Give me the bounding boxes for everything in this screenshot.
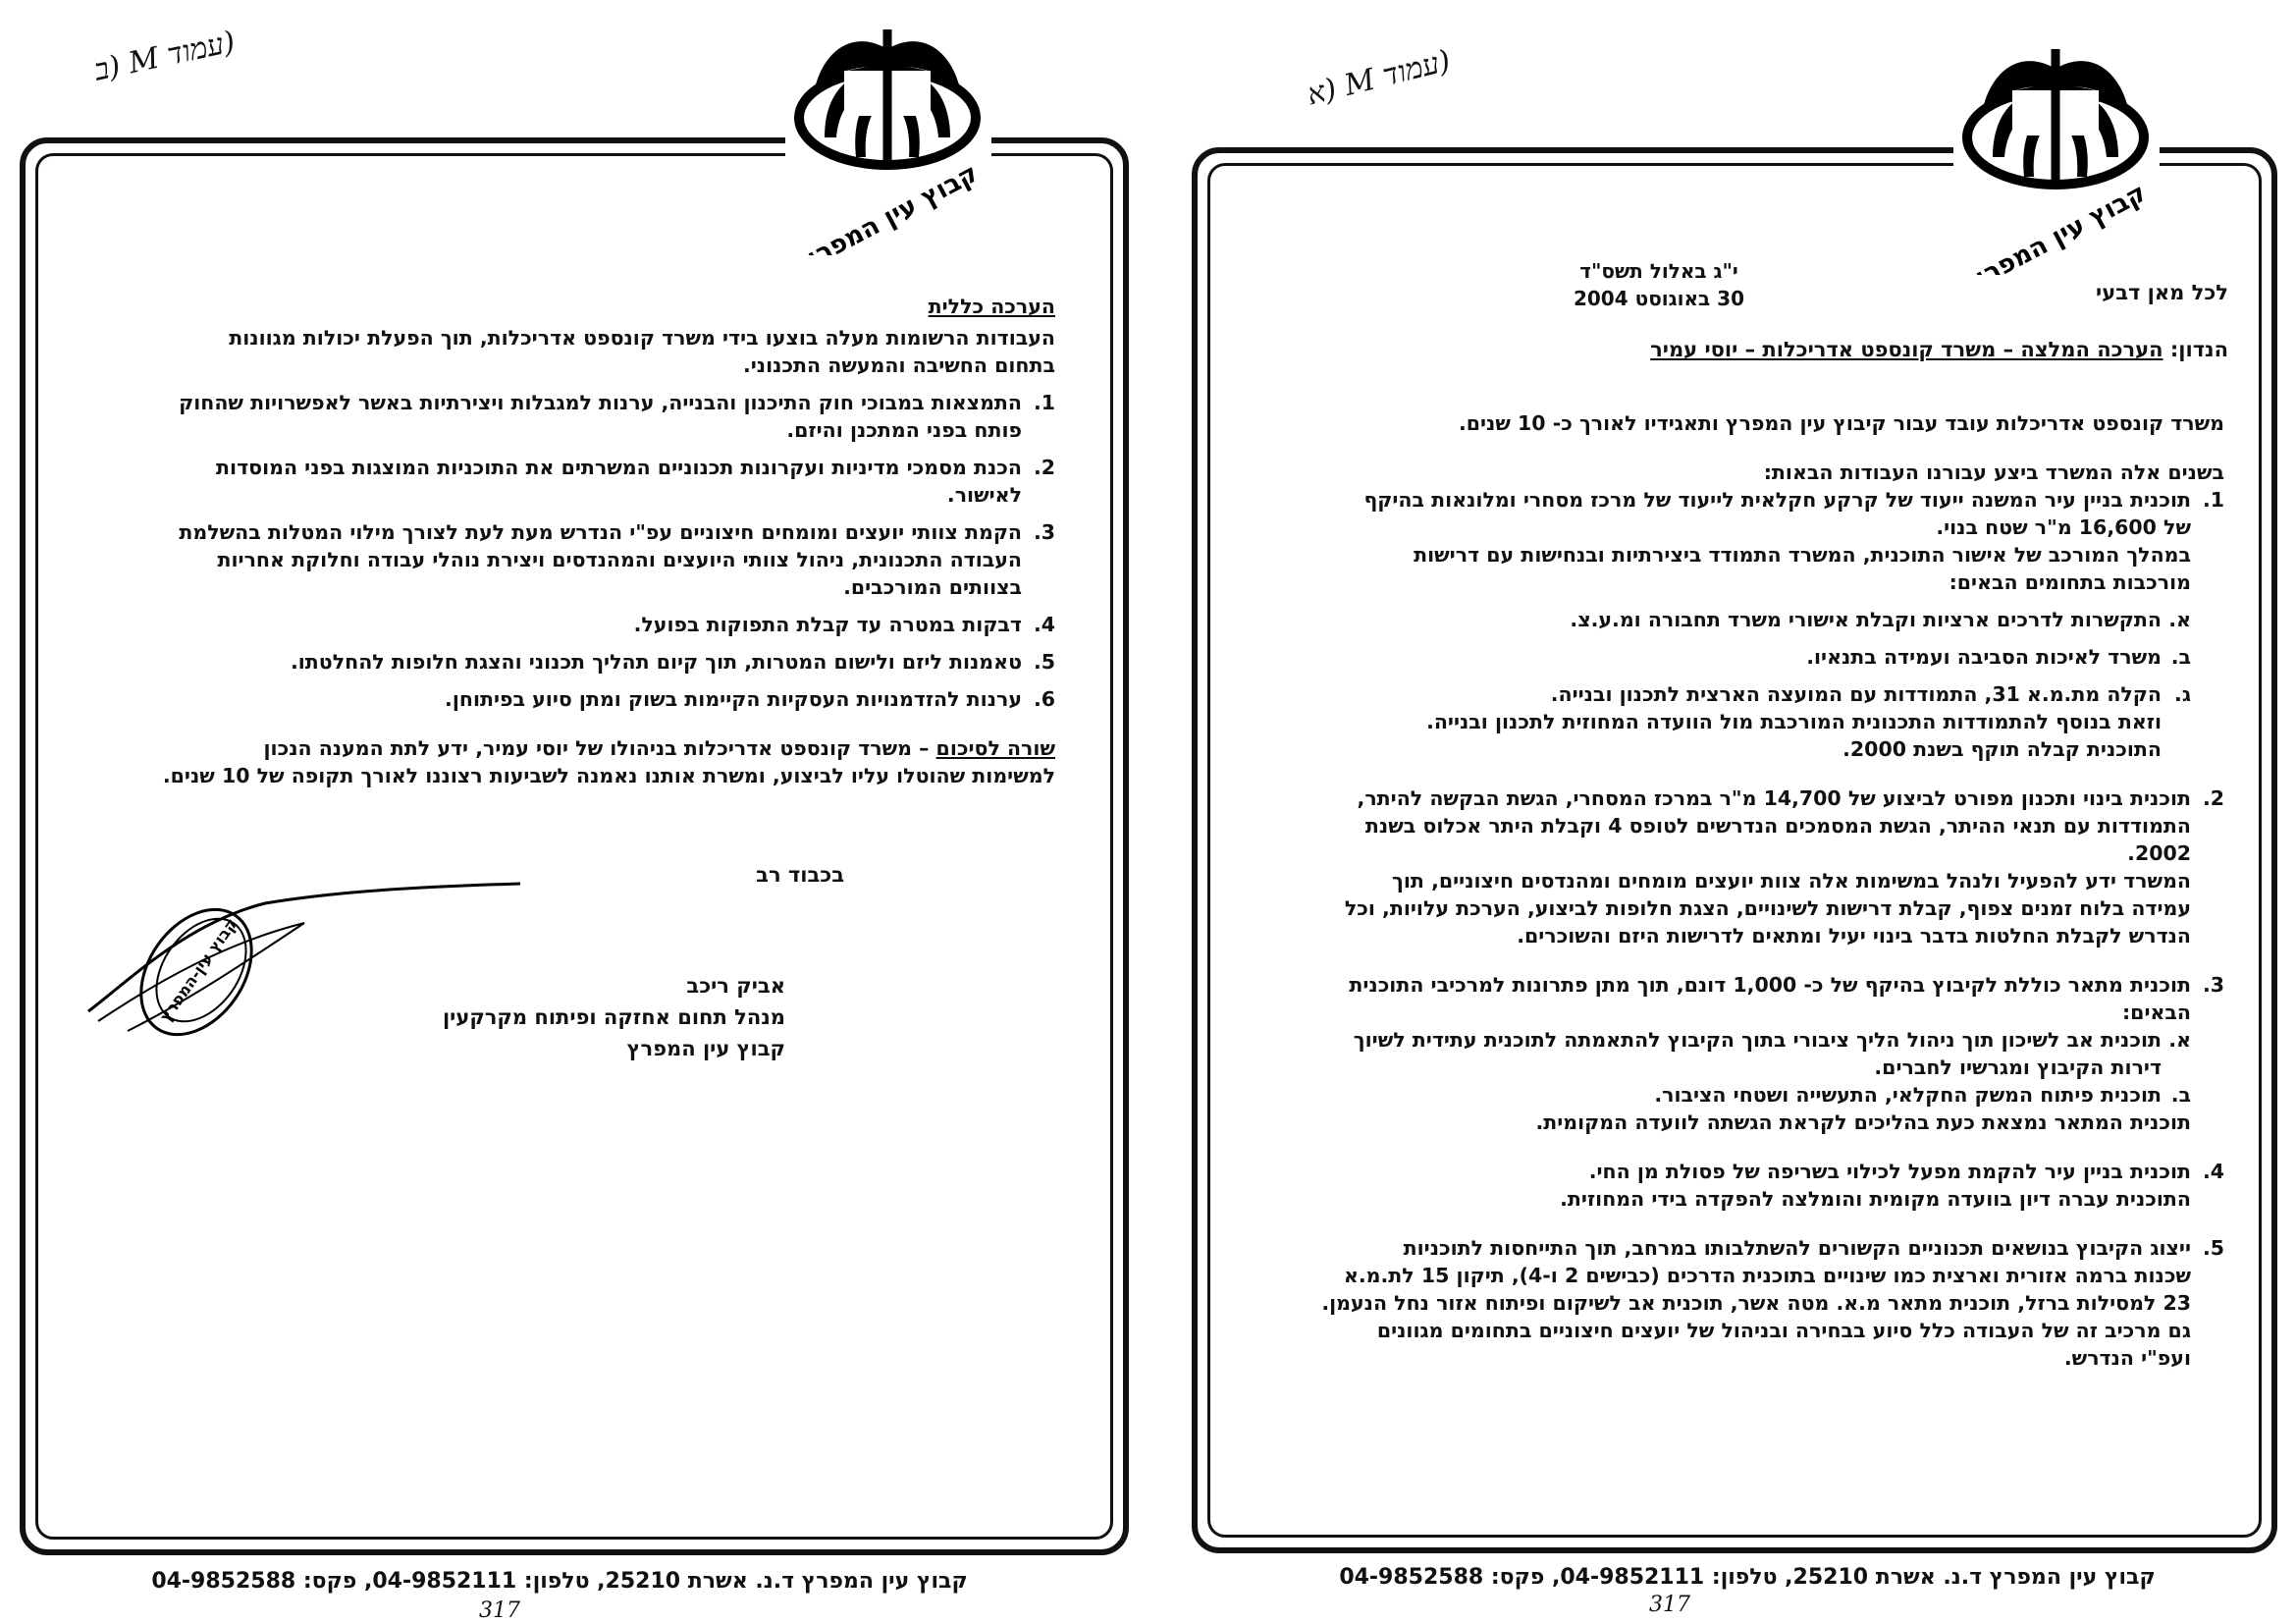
- date-hebrew: י"ג באלול תשס"ד: [1579, 259, 1738, 283]
- list-item: [1276, 486, 2224, 541]
- item-line: מורכבות בתחומים הבאים:: [1949, 570, 2191, 594]
- letter-date: [1522, 257, 1796, 312]
- item-number: 5.: [1033, 650, 1055, 674]
- item-line: של 16,600 מ"ר שטח בנוי.: [1936, 515, 2191, 539]
- recipient-line: לכל מאן דבעי: [2096, 281, 2228, 304]
- list-item: [93, 648, 1055, 676]
- signer-title: מנהל תחום אחזקה ופיתוח מקרקעין: [442, 1005, 785, 1029]
- item-number: 3.: [2202, 973, 2224, 997]
- item-line: ייצוג הקיבוץ בנושאים תכנוניים הקשורים להשתלבותו במרחב, תוך התייחסות לתוכניות: [1403, 1236, 2191, 1260]
- item-line: התמצאות במבוכי חוק התיכנון והבנייה, ערנות למגבלות ויצירתיות באשר לאפשרויות שהחוק: [179, 391, 1022, 414]
- item-continuation: [1276, 867, 2191, 949]
- item-line: דירות הקיבוץ ומגרשיו לחברים.: [1874, 1056, 2162, 1079]
- item-number: 5.: [2202, 1236, 2224, 1260]
- letter-page-1: [1148, 0, 2296, 1624]
- item-line: הקמת צוותי יועצים ומומחים חיצוניים עפ"י הנדרש מעת לעת לצורך מילוי המטלות בהשלמת: [179, 520, 1022, 544]
- item-line: תוכנית בניין עיר להקמת מפעל לכילוי בשריפה של פסולת מן החי.: [1588, 1160, 2191, 1183]
- item-line: תוכנית אב לשיכון תוך ניהול הליך ציבורי בתוך הקיבוץ להתאמתה לתוכנית עתידית לשיוך: [1353, 1028, 2162, 1052]
- handwritten-page-number: 317: [1649, 1593, 1690, 1617]
- subject-text: הערכה המלצה – משרד קונספט אדריכלות – יוסי עמיר: [1650, 338, 2163, 361]
- item-line: תוכנית פיתוח המשק החקלאי, התעשייה ושטחי הציבור.: [1654, 1083, 2162, 1107]
- closing-greeting: בכבוד רב: [756, 863, 844, 887]
- subject-label: הנדון:: [2169, 338, 2228, 361]
- summary-line-1: [93, 734, 1055, 762]
- item-line: תוכנית בניין עיר המשנה ייעוד של קרקע חקלאית לייעוד של מרכז מסחרי ומלונאות בהיקף: [1363, 488, 2191, 512]
- item-line: הקלה מת.מ.א 31, התמודדות עם המועצה הארצית לתכנון ובנייה.: [1550, 682, 2162, 706]
- list-item: [93, 518, 1055, 601]
- item-continuation: [1276, 1109, 2191, 1136]
- list-item: [1276, 1158, 2224, 1185]
- palm-tree-logo-icon: [1953, 29, 2160, 275]
- signer-block: [294, 970, 785, 1064]
- item-line: משרד לאיכות הסביבה ועמידה בתנאיו.: [1806, 645, 2162, 669]
- letterhead-footer: קבוץ עין המפרץ ד.נ. אשרת 25210, טלפון: 04-9852111, פקס: 04-9852588: [151, 1569, 968, 1594]
- date-gregorian: 30 באוגוסט 2004: [1573, 287, 1745, 310]
- item-continuation: [1276, 1185, 2191, 1213]
- item-line: התוכנית עברה דיון בוועדה מקומית והומלצה להפקדה בידי המחוזית.: [1560, 1187, 2191, 1211]
- sub-item-letter: ב.: [2170, 1083, 2191, 1107]
- sub-item: [1276, 643, 2191, 671]
- sub-item-letter: ג.: [2174, 682, 2191, 706]
- item-line: 2002.: [2127, 841, 2191, 865]
- item-line: בצוותים המורכבים.: [843, 575, 1022, 599]
- letterhead-footer: קבוץ עין המפרץ ד.נ. אשרת 25210, טלפון: 04-9852111, פקס: 04-9852588: [1339, 1565, 2156, 1590]
- letter-body: [1276, 388, 2224, 1372]
- list-item: [93, 685, 1055, 713]
- palm-tree-logo-icon: [785, 10, 991, 255]
- list-item: [93, 611, 1055, 638]
- item-line: תוכנית מתאר כוללת לקיבוץ בהיקף של כ- 1,000 דונם, תוך מתן פתרונות למרכיבי התוכנית: [1349, 973, 2191, 997]
- item-line: טאמנות ליזם ולישום המטרות, תוך קיום תהליך תכנוני והצגת חלופות להחלטתו.: [290, 650, 1022, 674]
- works-intro: בשנים אלה המשרד ביצע עבורנו העבודות הבאות:: [1763, 460, 2224, 484]
- item-line: התקשרות לדרכים ארציות וקבלת אישורי משרד תחבורה ומ.ע.צ.: [1570, 608, 2162, 631]
- list-item: [93, 389, 1055, 444]
- kibbutz-logo: [1953, 29, 2160, 275]
- item-number: 2.: [2202, 786, 2224, 810]
- handwritten-page-note: (עמוד M (א: [1303, 43, 1455, 113]
- handwritten-page-number: 317: [479, 1598, 520, 1623]
- item-number: 6.: [1033, 687, 1055, 711]
- sub-item: [1276, 606, 2191, 633]
- item-line: עמידה בלוח זמנים צפוף, קבלת דרישות לשינויים, הצגת חלופות לביצוע, הערכת עלויות, וכל: [1344, 896, 2191, 920]
- signer-name: אביק ריכב: [686, 974, 785, 998]
- item-line: הבאים:: [2121, 1001, 2191, 1024]
- item-number: 3.: [1033, 520, 1055, 544]
- logo-caption: קבוץ עין המפרץ: [1963, 178, 2152, 275]
- letter-body: [93, 293, 1055, 789]
- intro-line-1: העבודות הרשומות מעלה בוצעו בידי משרד קונספט אדריכלות, תוך הפעלת יכולות מגוונות: [229, 326, 1055, 350]
- signer-organization: קבוץ עין המפרץ: [626, 1037, 785, 1060]
- item-line: ועפ"י הנדרש.: [2063, 1346, 2191, 1370]
- opening-paragraph: משרד קונספט אדריכלות עובד עבור קיבוץ עין המפרץ ותאגידיו לאורך כ- 10 שנים.: [1458, 411, 2224, 435]
- item-line: הנדרש לקבלת החלטות בדבר בינוי יעיל ומתאים לדרישות היזם והשוכרים.: [1517, 924, 2191, 947]
- item-line: לאישור.: [946, 483, 1022, 507]
- section-heading: הערכה כללית: [928, 295, 1055, 318]
- item-line: תוכנית בינוי ותכנון מפורט לביצוע של 14,700 מ"ר במרכז המסחרי, הגשת הבקשה להיתר,: [1357, 786, 2191, 810]
- item-number: 1.: [1033, 391, 1055, 414]
- summary-text: – משרד קונספט אדריכלות בניהולו של יוסי עמיר, ידע לתת המענה הנכון: [263, 736, 936, 760]
- item-number: 2.: [1033, 456, 1055, 479]
- item-number: 4.: [1033, 613, 1055, 636]
- intro-line-2: בתחום החשיבה והמעשה התכנוני.: [742, 353, 1055, 377]
- sub-item-letter: ב.: [2170, 645, 2191, 669]
- list-item: [1276, 1234, 2224, 1372]
- item-line: תוכנית המתאר נמצאת כעת בהליכים לקראת הגשתה לוועדה המקומית.: [1535, 1110, 2191, 1134]
- kibbutz-logo: [785, 10, 991, 255]
- sub-item: [1276, 1026, 2191, 1081]
- logo-caption: קבוץ עין המפרץ: [795, 158, 984, 255]
- list-item: [1276, 785, 2224, 867]
- item-line: הכנת מסמכי מדיניות ועקרונות תכנוניים המשרתים את התוכניות המוצגות בפני המוסדות: [216, 456, 1022, 479]
- sub-item: [1276, 1081, 2191, 1109]
- item-continuation: [1276, 541, 2191, 596]
- summary-label: שורה לסיכום: [935, 736, 1055, 760]
- item-line: דבקות במטרה עד קבלת התפוקות בפועל.: [633, 613, 1022, 636]
- item-line: גם מרכיב זה של העבודה כלל סיוע בבחירה ובניהול של יועצים חיצוניים בתחומים מגוונים: [1376, 1319, 2191, 1342]
- list-item: [1276, 971, 2224, 1026]
- sub-item-letter: א.: [2168, 608, 2191, 631]
- item-line: שכנות ברמה אזורית וארצית כמו שינויים בתוכנית הדרכים (כבישים 2 ו-4), תיקון 15 לת.מ.א: [1343, 1264, 2191, 1287]
- sub-item: [1276, 680, 2191, 763]
- item-number: 1.: [2202, 488, 2224, 512]
- summary-line-2: למשימות שהוטלו עליו לביצוע, ומשרת אותנו נאמנה לשביעות רצוננו לאורך תקופה של 10 שנים.: [162, 764, 1055, 787]
- item-line: המשרד ידע להפעיל ולנהל במשימות אלה צוות יועצים מומחים ומהנדסים חיצוניים, תוך: [1392, 869, 2191, 893]
- stamp-text: קבוץ עין-המפרץ: [155, 914, 241, 1026]
- item-line: במהלך המורכב של אישור התוכנית, המשרד התמודד ביצירתיות ובנחישות עם דרישות: [1414, 543, 2191, 567]
- item-line: התמודדות עם תנאי ההיתר, הגשת המסמכים הנדרשים לטופס 4 וקבלת היתר אכלוס בשנת: [1364, 814, 2191, 838]
- item-line: וזאת בנוסף להתמודדות התכנונית המורכבת מול הוועדה המחוזית לתכנון ובנייה.: [1426, 710, 2162, 733]
- subject-line: [1512, 338, 2228, 361]
- handwritten-page-note: (עמוד M (ב: [90, 25, 239, 88]
- item-line: 23 למסילות ברזל, תוכנית מתאר מ.א. מטה אשר, תוכנית אב לשיקום ופיתוח אזור נחל הנעמן.: [1321, 1291, 2191, 1315]
- sub-item-letter: א.: [2168, 1028, 2191, 1052]
- item-number: 4.: [2202, 1160, 2224, 1183]
- item-line: ערנות להזדמנויות העסקיות הקיימות בשוק ומתן סיוע בפיתוחן.: [445, 687, 1022, 711]
- item-line: העבודה התכנונית, ניהול צוותי היועצים והמהנדסים ויצירת נוהלי עבודה וחלוקת אחריות: [217, 548, 1022, 571]
- item-line: התוכנית קבלה תוקף בשנת 2000.: [1842, 737, 2162, 761]
- item-line: פותח בפני המתכנן והיזם.: [786, 418, 1022, 442]
- list-item: [93, 454, 1055, 509]
